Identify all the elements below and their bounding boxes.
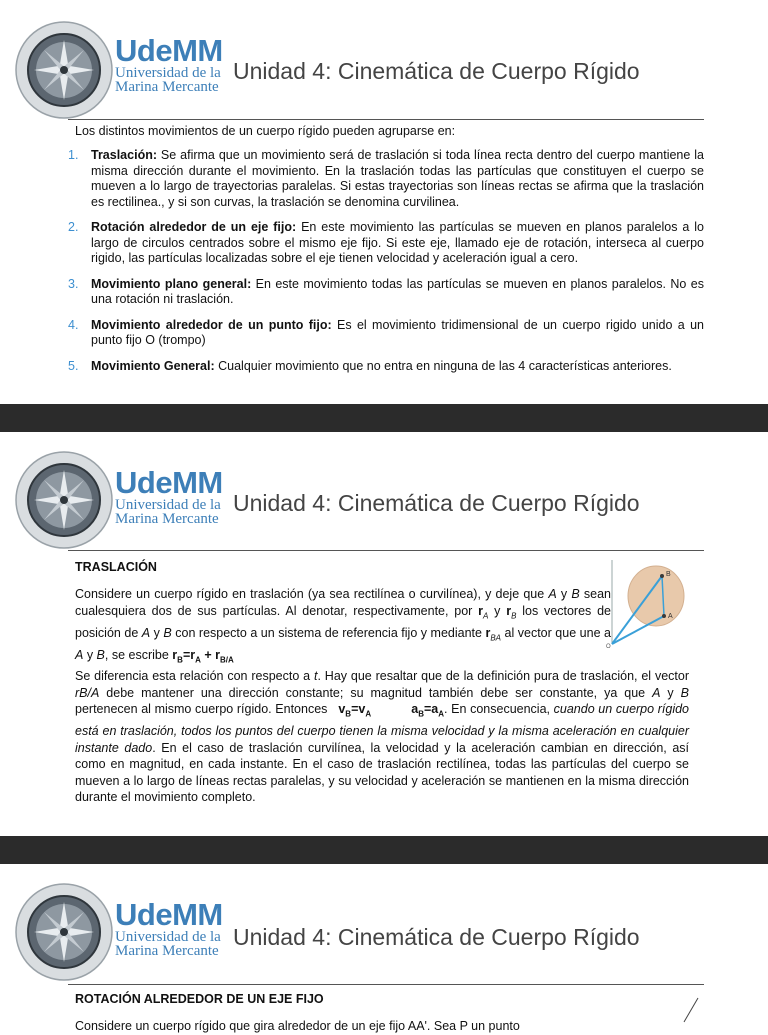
item-text: Es el movimiento tridimensional de un cuerpo rigido unido a un punto fijo O (trompo) [91, 317, 704, 347]
text: =v [351, 702, 366, 716]
text: B [511, 611, 517, 620]
text: A [652, 685, 661, 700]
text: debe mantener una dirección constante; su magnitud también debe ser constante, ya que [99, 685, 653, 700]
text: rB/A [75, 685, 100, 700]
item-text: Cualquier movimiento que no entra en ninguna de las 4 características anteriores. [214, 358, 672, 373]
udemm-wordmark [115, 897, 223, 959]
brand-line-1: Universidad de la [115, 65, 221, 81]
list-item [68, 148, 704, 210]
item-title: Movimiento alrededor de un punto fijo: [91, 317, 332, 332]
text: y [150, 625, 164, 640]
text: al vector que une a [501, 625, 611, 640]
header-rule [68, 550, 704, 551]
text: BA [490, 633, 502, 642]
text: pertenecen al mismo cuerpo rígido. Entonces [75, 702, 332, 716]
text: A [195, 655, 201, 664]
slide-1 [0, 0, 768, 404]
udemm-seal-logo [14, 882, 114, 982]
section-heading: TRASLACIÓN [75, 560, 157, 574]
text: . Hay que resaltar que de la definición pura de traslación, el vector [317, 669, 689, 683]
text: y [556, 587, 572, 601]
item-title: Movimiento General: [91, 358, 215, 373]
header-rule [68, 984, 704, 985]
text: B [177, 655, 183, 664]
paragraph-2 [75, 668, 689, 806]
list-number: 5. [68, 358, 79, 373]
slide-2 [0, 432, 768, 836]
motion-types-list [68, 148, 704, 384]
text: Se diferencia esta relación con respecto a [75, 669, 314, 683]
text: Considere un cuerpo rígido en traslación (ya sea rectilínea o curvilínea), y deje que [75, 587, 549, 601]
item-text: Se afirma que un movimiento será de traslación si toda línea recta dentro del cuerpo mantiene la misma dirección durante el movimiento. En la traslación todas las partículas que constituyen el cuerpo se mueven a lo largo de trayectorias paralelas. Si estas trayectorias son líneas rectas se afirma que la traslación es rectilinea., y si son curvas, la traslación se denomina curvilinea. [91, 148, 704, 209]
text: B [345, 709, 352, 719]
text: A [75, 647, 84, 662]
list-item [68, 277, 704, 308]
text: A [141, 625, 151, 640]
list-number: 1. [68, 148, 79, 162]
brand-line-1: Universidad de la [115, 929, 221, 945]
list-item [68, 359, 704, 375]
slide-separator [0, 836, 768, 864]
item-text: En este movimiento las partículas se mueven en planos paralelos a lo largo de circulos centrados sobre el mismo eje fijo. Si este eje, llamado eje de rotación, interseca al cuerpo rigido, las partículas localizadas sobre el eje tienen velocidad y aceleración igual a cero. [91, 220, 704, 265]
text: A [548, 587, 557, 601]
item-text: En este movimiento todas las partículas se mueven en planos paralelos. No es una rotación ni traslación. [91, 276, 704, 306]
udemm-wordmark [115, 33, 223, 95]
text: =r [182, 647, 196, 662]
text: sean cualesquiera dos de sus partículas. Al denotar, respectivamente, por [75, 587, 611, 618]
brand-name: UdeMM [115, 465, 223, 500]
translation-figure [604, 554, 700, 652]
text: y [83, 647, 97, 662]
list-item [68, 220, 704, 267]
text: y [488, 603, 507, 618]
text: r [485, 625, 491, 640]
origin-label: O [606, 644, 611, 650]
brand-name: UdeMM [115, 33, 223, 68]
text: B/A [220, 655, 234, 664]
point-b-label: B [666, 571, 671, 578]
list-item [68, 318, 704, 349]
brand-name: UdeMM [115, 897, 223, 932]
text: B [571, 587, 580, 601]
brand-line-2: Marina Mercante [115, 943, 219, 959]
unit-title: Unidad 4: Cinemática de Cuerpo Rígido [233, 490, 640, 516]
text: con respecto a un sistema de referencia fijo y mediante [171, 625, 486, 640]
text: B [418, 709, 424, 719]
text: r [506, 603, 512, 618]
intro-text: Los distintos movimientos de un cuerpo rígido pueden agruparse en: [75, 124, 456, 138]
text: B [163, 625, 172, 640]
list-number: 3. [68, 276, 79, 291]
udemm-seal-logo [14, 20, 114, 120]
slide-3 [0, 864, 768, 1033]
text: y [660, 685, 681, 700]
text: A [365, 709, 372, 719]
text: t [313, 669, 318, 683]
text: cuando un cuerpo rígido está en traslación, todos los puntos del cuerpo tienen la misma velocidad y la misma aceleración en cualquier instante dado [75, 702, 689, 755]
item-title: Movimiento plano general: [91, 276, 252, 291]
text: A [438, 709, 445, 719]
text: r [172, 647, 178, 662]
rotation-figure-partial [680, 994, 710, 1024]
point-a-label: A [668, 613, 673, 620]
list-number: 2. [68, 220, 79, 234]
header-rule [68, 119, 704, 120]
partial-paragraph: Considere un cuerpo rígido que gira alrededor de un eje fijo AA'. Sea P un punto [75, 1019, 520, 1033]
text: . En consecuencia, [444, 702, 554, 716]
udemm-seal-logo [14, 450, 114, 550]
text: + r [200, 647, 221, 662]
text: . En el caso de traslación curvilínea, la velocidad y la aceleración cambian en dirección, así como en magnitud, en cada instante. En el caso de traslación rectilínea, todas las partículas del cuerpo se mueven a lo largo de líneas rectas paralelas, y su velocidad y aceleración se mantienen en la misma dirección durante el movimiento completo. [75, 740, 690, 804]
text: v [338, 702, 346, 716]
brand-line-2: Marina Mercante [115, 79, 219, 95]
item-title: Rotación alrededor de un eje fijo: [91, 220, 297, 234]
text: =a [423, 702, 439, 716]
text: B [96, 647, 105, 662]
unit-title: Unidad 4: Cinemática de Cuerpo Rígido [233, 924, 640, 950]
text: a [411, 702, 419, 716]
text: B [680, 685, 689, 700]
brand-line-2: Marina Mercante [115, 511, 219, 527]
list-number: 4. [68, 317, 79, 332]
slide-separator [0, 404, 768, 432]
text: A [483, 611, 489, 620]
unit-title: Unidad 4: Cinemática de Cuerpo Rígido [233, 58, 640, 84]
section-heading: ROTACIÓN ALREDEDOR DE UN EJE FIJO [75, 992, 324, 1006]
text: los vectores de posición de [75, 603, 611, 640]
item-title: Traslación: [91, 148, 157, 162]
udemm-wordmark [115, 465, 223, 527]
text: r [478, 603, 484, 618]
text: , se escribe [104, 647, 173, 662]
paragraph-1 [75, 586, 611, 669]
brand-line-1: Universidad de la [115, 497, 221, 513]
